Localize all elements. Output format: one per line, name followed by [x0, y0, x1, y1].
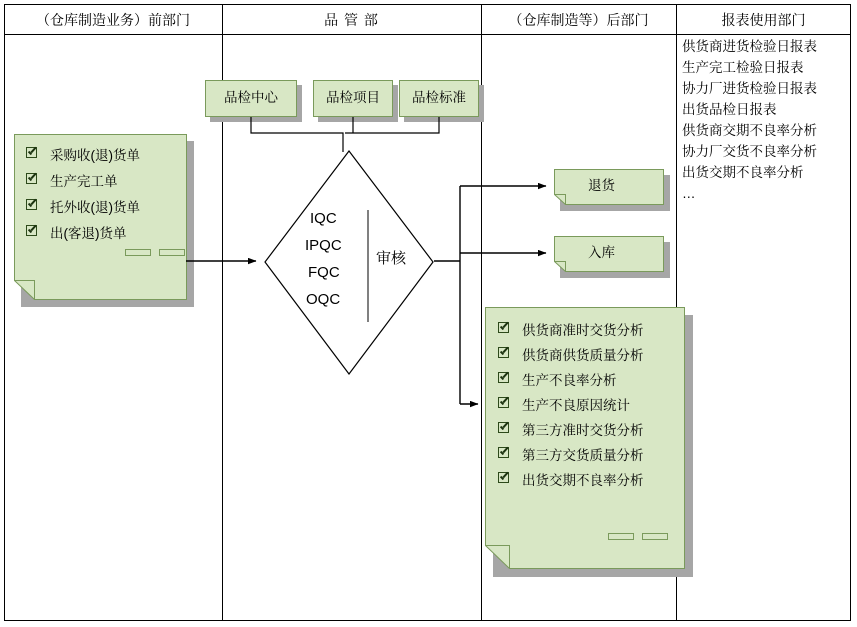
checkbox-icon [498, 322, 509, 333]
doc-button-stub [159, 249, 185, 256]
input-documents[interactable] [14, 134, 187, 300]
input-doc-item-3: 出(客退)货单 [50, 226, 127, 241]
analysis-documents[interactable] [485, 307, 685, 569]
analysis-item-5: 第三方交货质量分析 [522, 448, 644, 463]
analysis-doc-shape [485, 307, 685, 569]
input-doc-item-1: 生产完工单 [50, 174, 118, 189]
doc-button-stub [642, 533, 668, 540]
decision-action-label: 审核 [376, 250, 407, 267]
doc-button-stub [608, 533, 634, 540]
decision-line-1: IPQC [305, 237, 342, 254]
column-header-back-dept: （仓库制造等）后部门 [508, 12, 649, 28]
qc-center-box[interactable]: 品检中心 [205, 80, 297, 117]
column-header-qc-dept: 品 管 部 [324, 12, 379, 28]
report-list [682, 36, 852, 204]
report-list-item-2: 协力厂进货检验日报表 [682, 81, 817, 96]
qc-item-box[interactable]: 品检项目 [313, 80, 393, 117]
checkbox-icon [26, 225, 37, 236]
report-list-item-6: 出货交期不良率分析 [682, 165, 804, 180]
analysis-item-4: 第三方准时交货分析 [522, 423, 644, 438]
doc-button-stub [125, 249, 151, 256]
diamond-shape [264, 150, 434, 375]
report-list-item-3: 出货品检日报表 [682, 102, 777, 117]
column-header-report-dept: 报表使用部门 [721, 12, 806, 28]
decision-line-2: FQC [308, 264, 340, 281]
column-header-front-dept: （仓库制造业务）前部门 [36, 12, 190, 28]
checkbox-icon [26, 173, 37, 184]
checkbox-icon [498, 447, 509, 458]
analysis-item-6: 出货交期不良率分析 [522, 473, 644, 488]
decision-line-0: IQC [310, 210, 337, 227]
analysis-item-1: 供货商供货质量分析 [522, 348, 644, 363]
report-list-item-0: 供货商进货检验日报表 [682, 39, 817, 54]
header-divider [4, 34, 851, 35]
report-list-item-7: … [682, 186, 696, 201]
checkbox-icon [498, 347, 509, 358]
checkbox-icon [498, 422, 509, 433]
input-doc-item-2: 托外收(退)货单 [50, 200, 140, 215]
decision-line-3: OQC [306, 291, 341, 308]
return-box-label: 退货 [588, 178, 615, 193]
checkbox-icon [498, 472, 509, 483]
stockin-box[interactable] [554, 236, 664, 272]
qc-decision-diamond[interactable] [264, 150, 434, 375]
analysis-item-0: 供货商准时交货分析 [522, 323, 644, 338]
report-list-item-1: 生产完工检验日报表 [682, 60, 804, 75]
checkbox-icon [26, 147, 37, 158]
checkbox-icon [26, 199, 37, 210]
input-doc-item-0: 采购收(退)货单 [50, 148, 140, 163]
report-list-item-4: 供货商交期不良率分析 [682, 123, 817, 138]
analysis-item-2: 生产不良率分析 [522, 373, 617, 388]
checkbox-icon [498, 397, 509, 408]
qc-standard-box[interactable]: 品检标准 [399, 80, 479, 117]
checkbox-icon [498, 372, 509, 383]
stockin-box-label: 入库 [588, 245, 615, 260]
report-list-item-5: 协力厂交货不良率分析 [682, 144, 817, 159]
return-box[interactable] [554, 169, 664, 205]
analysis-item-3: 生产不良原因统计 [522, 398, 630, 413]
